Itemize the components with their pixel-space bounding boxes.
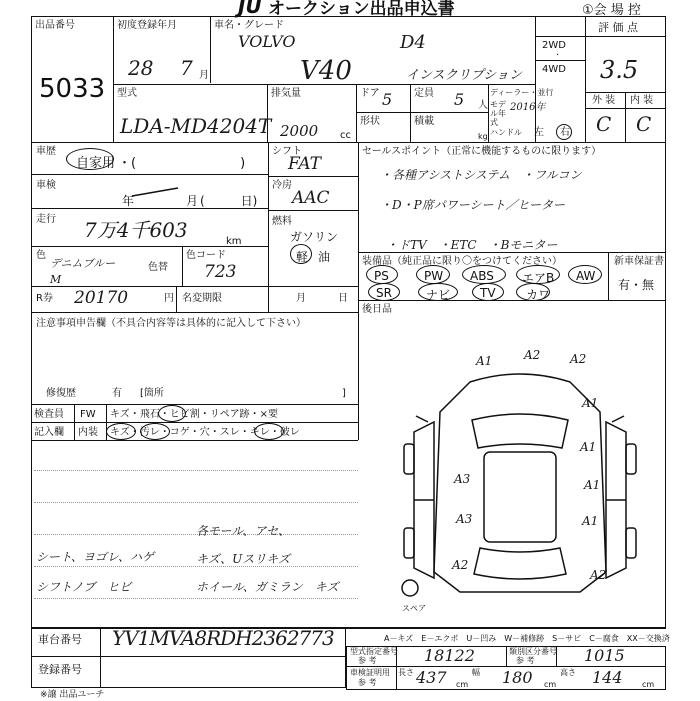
class-label: 類別区分番号	[509, 647, 557, 656]
exterior-grade-label: 外 装	[592, 95, 616, 106]
model-make: VOLVO	[238, 32, 296, 51]
inspector-row1-items: キズ・飛石・ヒビ割・リペア跡・×要	[110, 409, 278, 420]
equipment-navi-circle	[418, 283, 458, 301]
shift-value: FAT	[288, 154, 322, 174]
car-damage-diagram	[400, 352, 648, 614]
color-code-value: 723	[204, 262, 237, 282]
notes-label: 注意事項申告欄（不具合内容等は具体的に記入して下さい）	[36, 318, 306, 329]
equipment-abs: ABS	[470, 269, 494, 283]
length-label: 長さ	[398, 668, 414, 677]
height-label: 高さ	[560, 668, 576, 677]
displacement-label: 排気量	[271, 88, 301, 99]
mileage-label: 走行	[36, 214, 56, 225]
width-value: 180	[502, 668, 533, 687]
expiry-label: 名変期限	[182, 293, 222, 304]
spare-label: スペア	[402, 604, 426, 613]
sales-point-line-3: ・ドTV ・ETC ・Bモニター	[386, 238, 558, 252]
diagram-mark: A2	[570, 352, 587, 366]
inspector-row2-items: キズ・汚レ・コゲ・穴・スレ・キレ・破レ	[110, 427, 300, 438]
repair-label: 修復歴	[46, 388, 76, 399]
mileage-unit: km	[226, 236, 242, 247]
recycle-value: 20170	[74, 288, 129, 308]
handle-right: 右	[560, 127, 570, 138]
color-code-label: 色コード	[186, 250, 226, 261]
type-cert-sub: 参 考	[358, 656, 377, 665]
lot-number-value: 5033	[39, 74, 106, 104]
handle-left: 左	[534, 127, 544, 138]
doors-label: ドア	[360, 88, 380, 99]
model-year-label: モデル年式	[490, 100, 506, 127]
inspector-row2-label: 記入欄	[34, 427, 64, 438]
equipment-airbag: エアB	[522, 271, 555, 285]
note-right-2: キズ、Uスリキズ	[196, 552, 290, 566]
class-sub: 参 考	[516, 656, 535, 665]
repair-value: 有	[112, 388, 122, 399]
drive-separator: ·	[556, 50, 560, 61]
diagram-mark: A2	[452, 558, 469, 572]
aircon-label: 冷房	[272, 180, 292, 191]
class-value: 1015	[584, 646, 625, 665]
exterior-grade-value: C	[596, 112, 612, 136]
length-value: 437	[416, 668, 447, 687]
venue-copy-label: ①会 場 控	[582, 3, 641, 18]
type-cert-label: 型式指定番号	[350, 647, 398, 656]
recycle-label: R券	[36, 293, 53, 304]
height-unit: cm	[642, 680, 655, 689]
inspector-mark-circle	[254, 423, 284, 440]
model-grade-label: 車名・グレード	[214, 20, 284, 31]
equipment-tv-circle	[472, 283, 504, 301]
type-cert-value: 18122	[424, 646, 475, 665]
interior-grade-value: C	[636, 112, 652, 136]
fuel-label: 燃料	[272, 216, 292, 227]
diagram-mark: A1	[582, 514, 599, 528]
chassis-label: 車台番号	[38, 633, 82, 646]
fuel-light-oil: 軽	[296, 250, 309, 264]
drive-4wd-label: 4WD	[542, 64, 566, 75]
sales-point-line-1: ・各種アシストシステム ・フルコン	[380, 168, 582, 182]
sales-points-label: セールスポイント（正常に機能するものに限ります）	[362, 146, 602, 157]
inspection-year-unit: 年	[122, 194, 135, 208]
note-left-1: シート、ヨゴレ、ハゲ	[36, 550, 154, 564]
warranty-value: 有・無	[618, 278, 655, 292]
inspection-day-unit: ( 日)	[200, 194, 258, 208]
model-variant: インスクリプション	[406, 68, 522, 83]
lot-number-cell	[31, 16, 113, 142]
damage-legend: A－キズ E－エクボ U－凹み W－補修跡 S－サビ C－腐食 XX－交換済	[384, 634, 670, 643]
equipment-pw: PW	[424, 269, 444, 283]
fuel-oil-suffix: 油	[318, 250, 331, 264]
type-code-label: 型式	[117, 88, 137, 99]
note-right-1: 各モール、アセ、	[196, 524, 291, 538]
width-label: 幅	[472, 668, 480, 677]
recycle-unit: 円	[164, 293, 174, 304]
equipment-tv: TV	[480, 286, 496, 300]
logo: JU	[238, 0, 262, 18]
fuel-light-oil-circle	[290, 244, 312, 264]
repair-bracket-open: [箇所	[140, 388, 164, 399]
note-left-2: シフトノブ ヒビ	[36, 580, 132, 594]
lot-number-label: 出品番号	[35, 20, 75, 31]
equipment-aw: AW	[576, 269, 596, 283]
first-registration-label: 初度登録年月	[117, 20, 177, 31]
shift-label: シフト	[272, 146, 302, 157]
registration-number-label: 登録番号	[38, 663, 82, 676]
equipment-ps: PS	[374, 269, 389, 283]
model-name: V40	[300, 56, 352, 86]
color-change-label: 色替	[148, 262, 168, 273]
diagram-mark: A1	[476, 354, 493, 368]
inspection-month-unit: 月	[186, 194, 199, 208]
warranty-label: 新車保証書	[614, 256, 664, 267]
capacity-value: 5	[454, 90, 465, 109]
after-fit-label: 後日品	[362, 304, 392, 315]
chassis-value: YV1MVA8RDH2362773	[112, 626, 334, 650]
capacity-label: 定員	[414, 88, 434, 99]
inspector-mark-circle	[158, 405, 186, 422]
equipment-ps-circle	[366, 265, 398, 284]
drive-2wd-label: 2WD	[542, 40, 566, 51]
aircon-value: AAC	[292, 188, 330, 208]
doors-value: 5	[382, 90, 393, 109]
inspector-mark-circle	[106, 423, 136, 440]
equipment-pw-circle	[416, 265, 450, 284]
interior-grade-label: 内 装	[630, 95, 654, 106]
displacement-unit: cc	[340, 130, 351, 141]
diagram-mark: A3	[456, 512, 473, 526]
diagram-mark: A1	[582, 396, 599, 410]
capacity-unit: 人	[478, 100, 488, 111]
equipment-abs-circle	[462, 265, 506, 284]
form-title: オークション出品申込書	[268, 0, 455, 19]
sales-point-line-2: ・D・P席パワーシート／ヒーター	[380, 198, 565, 212]
type-code-value: LDA-MD4204T	[120, 114, 272, 138]
note-right-3: ホイール、ガミラン キズ	[196, 580, 339, 594]
equipment-leather-circle	[516, 283, 550, 301]
usage-label: 車歴	[36, 146, 56, 157]
length-unit: cm	[456, 680, 469, 689]
diagram-mark: A3	[454, 472, 471, 486]
shape-label: 形状	[360, 116, 380, 127]
equipment-leather: カワ	[526, 288, 551, 302]
model-grade: D4	[400, 32, 426, 53]
equipment-sr-circle	[368, 283, 400, 301]
inspector-interior: 内装	[78, 427, 98, 438]
footer-text: ※譲 出品ユーチ	[40, 690, 105, 700]
expiry-day-unit: 日	[338, 293, 348, 304]
inspector-mark-circle	[140, 423, 170, 440]
rating-label: 評 価 点	[598, 21, 638, 34]
diagram-mark: A1	[584, 478, 601, 492]
equipment-navi: ナビ	[426, 288, 451, 302]
load-label: 積載	[414, 116, 434, 127]
inspector-fw: FW	[80, 409, 96, 420]
inspection-label: 車検	[36, 180, 56, 191]
equipment-sr: SR	[376, 286, 392, 300]
repair-bracket-close: ]	[342, 388, 346, 399]
height-value: 144	[592, 668, 623, 687]
handle-label: ハンドル	[490, 128, 522, 137]
handle-right-circle	[556, 124, 572, 140]
equipment-airbag-circle	[516, 265, 560, 284]
displacement-value: 2000	[280, 122, 319, 140]
usage-value: 自家用	[76, 156, 116, 171]
mileage-value: 7万4千603	[84, 218, 188, 242]
fuel-gasoline: ガソリン	[290, 230, 339, 244]
width-unit: cm	[544, 680, 557, 689]
color-value: デニムブルーM	[50, 257, 116, 286]
rating-value: 3.5	[600, 56, 639, 84]
registration-year: 28	[128, 56, 154, 80]
usage-circle	[66, 148, 114, 170]
vin-cert-sub: 参 考	[358, 678, 377, 687]
color-label: 色	[36, 250, 46, 261]
load-unit: kg	[478, 132, 488, 141]
diagram-mark: A1	[580, 440, 597, 454]
vin-cert-label: 車検証明用	[350, 668, 390, 677]
diagram-mark: A2	[524, 348, 541, 362]
diagram-mark: A2	[590, 568, 607, 582]
model-year-value: 2016年	[510, 102, 546, 113]
inspector-row1-label: 検査員	[34, 409, 64, 420]
expiry-month-unit: 月	[296, 293, 306, 304]
registration-month-unit: 月	[199, 70, 209, 81]
inspection-strike-mark	[130, 184, 180, 200]
usage-paren: ・( )	[118, 156, 246, 171]
equipment-aw-circle	[568, 265, 602, 284]
registration-month: 7	[180, 56, 193, 80]
equipment-label: 装備品（純正品に限り〇をつけてください）	[362, 256, 562, 267]
dealer-label: ディーラー・並行	[490, 88, 554, 97]
